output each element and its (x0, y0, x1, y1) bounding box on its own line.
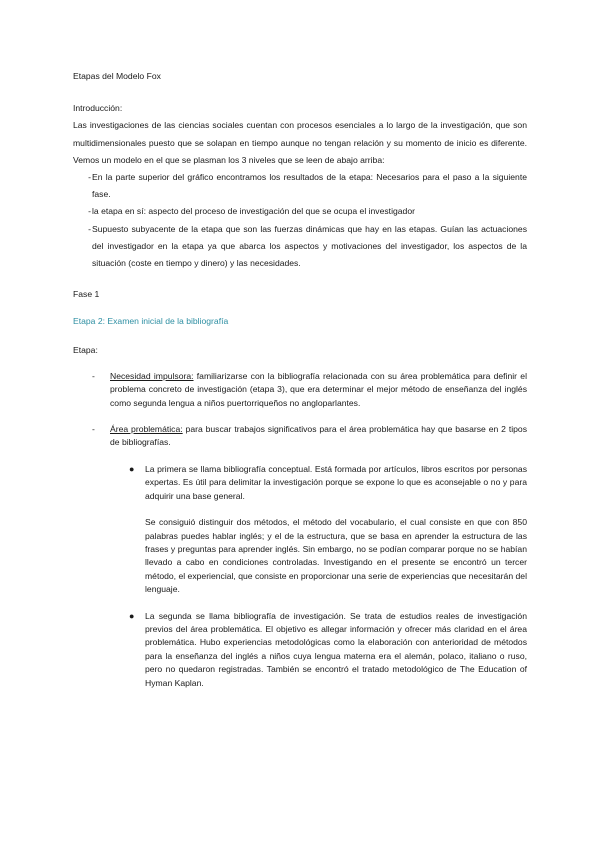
dash-marker: - (88, 223, 91, 234)
intro-paragraph: Las investigaciones de las ciencias sociales cuentan con procesos esenciales a lo largo de la investigación, que son multidimensionales puesto que se solapan en tiempo aunque no tengan relación y su momento de inicio es diferente. Vemos un modelo en el que se plasman los 3 niveles que se leen de abajo arriba: (73, 120, 527, 165)
etapa-items (73, 370, 527, 450)
bibliography-item-research: ● La segunda se llama bibliografía de investigación. Se trata de estudios reales de investigación previos del área problemática. El objetivo es allegar información y ofrecer más claridad en el área problemática. Hubo experiencias metodológicas como la elaboración con anterioridad de métodos para la enseñanza del inglés a niños cuya lengua materna era el alemán, polaco, italiano o ruso, pero no quedaron registradas. También se encontró el tratado metodológico de The Education of Hyman Kaplan. (129, 610, 527, 688)
etapa-label: Etapa: (73, 344, 98, 355)
fase-heading: Fase 1 (73, 289, 100, 300)
dash-marker: - (88, 172, 91, 183)
bullet-dot-icon: ● (129, 610, 135, 621)
bibliography-conceptual-detail: Se consiguió distinguir dos métodos, el método del vocabulario, el cual consiste en que con 850 palabras puedes hablar inglés; y el de la estructura, que se basa en aprender la estructura de las frases y preguntas para aprender inglés. Sin embargo, no se podían comparar porque no se habían llevado a cabo en condiciones controladas. Investigando en el presente se encontró un tercer método, el experiencial, que consiste en proporcionar una serie de experiencias que necesitarán del lenguaje. (145, 517, 527, 595)
intro-heading: Introducción: (73, 103, 123, 114)
document-page (73, 68, 527, 690)
dash-marker: - (92, 424, 95, 435)
intro-bullet-list (73, 169, 527, 272)
bibliography-list-2 (73, 610, 527, 690)
dash-marker: - (88, 206, 91, 217)
necesidad-item: - Necesidad impulsora: familiarizarse con la bibliografía relacionada con su área problemática para definir el problema concreto de investigación (etapa 3), que era determinar el mejor método de enseñanza del inglés como segunda lengua a niños puertorriqueños no angloparlantes. (92, 370, 527, 408)
bullet-dot-icon: ● (129, 463, 135, 474)
intro-bullet: - Supuesto subyacente de la etapa que son las fuerzas dinámicas que hay en las etapas. Guían las actuaciones del investigador en la etapa ya que abarca los aspectos y motivaciones del investigador, los aspectos de la situación (coste en tiempo y dinero) y las necesidades. (73, 221, 527, 273)
document-title: Etapas del Modelo Fox (73, 71, 161, 81)
dash-marker: - (92, 370, 95, 381)
intro-bullet: - En la parte superior del gráfico encontramos los resultados de la etapa: Necesarios para el paso a la siguiente fase. (73, 169, 527, 203)
bibliography-item-conceptual: ● La primera se llama bibliografía conceptual. Está formada por artículos, libros escritos por personas expertas. Es útil para delimitar la investigación porque se expone lo que es aconsejable o no y para adquirir una base general. (129, 463, 527, 501)
area-item: - Área problemática: para buscar trabajos significativos para el área problemática hay que basarse en 2 tipos de bibliografías. (92, 424, 527, 448)
bibliography-list (73, 463, 527, 503)
intro-bullet: - la etapa en sí: aspecto del proceso de investigación del que se ocupa el investigador (73, 203, 527, 220)
etapa-heading: Etapa 2: Examen inicial de la bibliografía (73, 316, 229, 327)
